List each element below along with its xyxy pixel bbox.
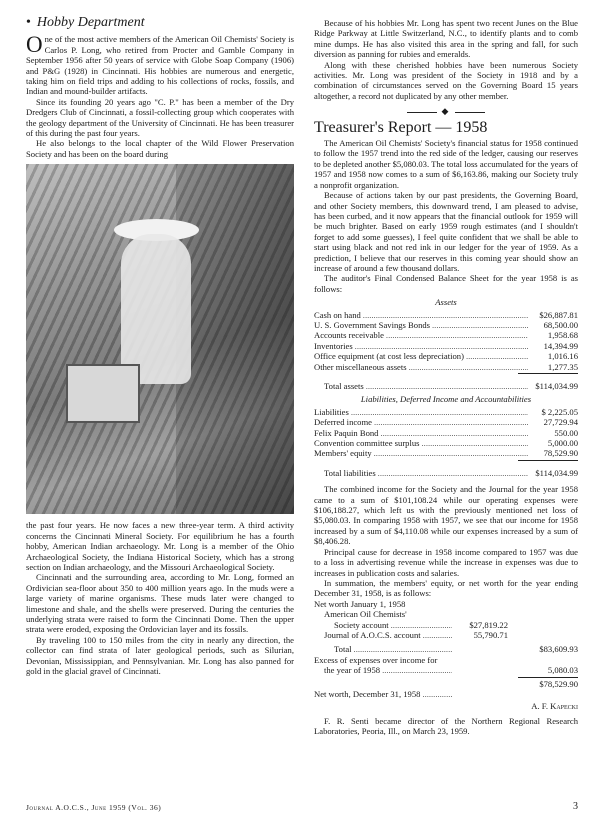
excess-row: the year of 1958 ..... 5,080.03: [314, 665, 578, 675]
hobby-paragraph-6: Because of his hobbies Mr. Long has spent two recent Junes on the Blue Ridge Parkway at Little Switzerland, N.C., to identify plants and to comb mine dumps. He has also visited this area in the spring and fall, for such diversion as panning for rubies and emeralds.: [314, 18, 578, 60]
report-paragraph-6: In summation, the members' equity, or net worth for the year ending December 31, 1958, is as follows:: [314, 577, 578, 599]
liability-label: Deferred income: [314, 417, 372, 428]
asset-row: [314, 341, 578, 351]
hobby-paragraph-4: Cincinnati and the surrounding area, according to Mr. Long, formed an Ordivician sea-floor about 350 to 400 million years ago. In the muds were a large variety of marine organisms. These muds later were changed to limestone and shale, and the shells were preserved. During the centuries the underlying strata were raised to form the Cincinnati Dome. Then the upper strata were eroded, exposing the Ordovician layer and its fossils.: [26, 572, 294, 635]
liability-row: [314, 438, 578, 448]
liability-label: Convention committee surplus: [314, 438, 420, 449]
society-account-row: Society account ..... $27,819.22: [314, 620, 578, 630]
hobby-department-heading: • Hobby Department: [26, 15, 145, 30]
report-paragraph-4: The combined income for the Society and the Journal for the year 1958 came to a sum of $101,108.24 while our operating expenses were $106,188.27, which left us with the previously mentioned net loss of $5,080.03. In comparing 1958 with 1957, we see that our income for 1958 increased by a sum of $4,110.08 while our expenses increased by a sum of $8,406.28.: [314, 484, 578, 547]
report-paragraph-2: Because of actions taken by our past presidents, the Governing Board, and other Society members, this downward trend, I am pleased to advise, has been curbed, and it now appears that the financial outlook for 1959 will be much brighter. Based on early 1959 rough estimates (and I shouldn't forget to add some guesses), I feel quite confident that we shall be able to start using black and not red ink in our ledger for the year of 1959. As a prediction, I believe that our reserves in this coming year should show an increase of around a few thousand dollars.: [314, 190, 578, 273]
asset-row: [314, 362, 578, 372]
asset-row: [314, 351, 578, 361]
liability-value: 550.00: [554, 427, 578, 438]
net-worth-rule: [518, 677, 578, 678]
bullet-icon: •: [26, 15, 31, 30]
hobby-paragraph-2: Since its founding 20 years ago "C. P." has been a member of the Dry Dredgers Club of Cincinnati, a fossil-collecting group which cooperates with the geology department of the University of Cincinnati. He has been treasurer of this during the past four years.: [26, 96, 294, 139]
asset-value: 1,958.68: [547, 330, 578, 341]
liability-row: [314, 417, 578, 427]
asset-value: $26,887.81: [539, 309, 578, 320]
total-liabilities-row: Total liabilities ..... $114,034.99: [314, 468, 578, 478]
liability-value: 27,729.94: [543, 417, 578, 428]
net-worth-jan-label: Net worth January 1, 1958: [314, 598, 406, 609]
hobby-paragraph-1: One of the most active members of the American Oil Chemists' Society is Carlos P. Long, who retired from Procter and Gamble Company in September 1956 after 50 years of service with Globe Soap Company (1906) and P&G (1928) in Cincinnati. His hobbies are numerous and energetic, taking him on field trips and adding to his collections of rocks, fossils, and Indian and mound-builder artifacts.: [26, 32, 294, 97]
page-number: 3: [573, 801, 578, 812]
treasurer-signature: A. F. Kapecki: [531, 701, 578, 712]
asset-label: Other miscellaneous assets: [314, 361, 407, 372]
report-paragraph-3: The auditor's Final Condensed Balance Sheet for the year 1958 is as follows:: [314, 273, 578, 294]
asset-value: 1,016.16: [547, 351, 578, 362]
liability-value: $ 2,225.05: [541, 406, 578, 417]
net-worth-total-row: Total ..... $83,609.93: [314, 644, 578, 654]
net-worth-table: [314, 599, 578, 700]
report-paragraph-1: The American Oil Chemists' Society's financial status for 1958 continued to follow the 1957 trend into the red side of the ledger, causing our reserves to be depleted another $5,080.03. The total loss accumulated for the years of 1957 and 1958 now comes to a sum of $6,163.86, making our Society truly a nonprofit organization.: [314, 138, 578, 190]
asset-label: Accounts receivable: [314, 330, 384, 341]
left-column: [26, 15, 294, 676]
asset-label: Inventories: [314, 340, 353, 351]
liability-row: [314, 428, 578, 438]
treasurers-report-title: Treasurer's Report — 1958: [314, 118, 488, 136]
asset-label: Cash on hand: [314, 309, 361, 320]
asset-value: 68,500.00: [543, 319, 578, 330]
asset-value: 14,394.99: [543, 340, 578, 351]
report-paragraph-5: Principal cause for decrease in 1958 income compared to 1957 was due to a loss in advertising revenue while the increase in expenses was due to increases in publication costs and salaries.: [314, 546, 578, 578]
journal-account-row: Journal of A.O.C.S. account ..... 55,790.71: [314, 630, 578, 640]
liability-value: 78,529.90: [543, 448, 578, 459]
net-worth-dec-row: Net worth, December 31, 1958 .....: [314, 689, 578, 699]
hobby-paragraph-7: Along with these cherished hobbies have been numerous Society activities. Mr. Long was president of the Society in 1918 and by a combination of circumstances served on the Governing Board 15 years altogether, a record not duplicated by any other member.: [314, 59, 578, 101]
aocs-label: American Oil Chemists': [324, 609, 407, 620]
photo-carlos-long-field-trip: [26, 164, 294, 514]
hobby-paragraph-5: By traveling 100 to 150 miles from the city in nearly any direction, the collector can find strata of later geological periods, such as Silurian, Devonian, Mississippian, and Pennsylvanian. Mr. Long has also panned for gold in the glacial gravel of Cincinnati.: [26, 634, 294, 676]
right-column: [314, 18, 578, 737]
hobby-paragraph-3b: the past four years. He now faces a new three-year term. A third activity concerns the Cincinnati Mineral Society. For equilibrium he has a fourth hobby, American Indian archaeology. Mr. Long is a member of the Ohio Archaeological Society, the Indiana Historical Society, which has a strong section on Indian archaeology, and the Missouri Archaeological Society.: [26, 520, 294, 572]
liabilities-list: [314, 407, 578, 459]
liability-label: Liabilities: [314, 406, 349, 417]
assets-heading: Assets: [435, 297, 457, 308]
asset-row: [314, 320, 578, 330]
hobby-paragraph-3a: He also belongs to the local chapter of the Wild Flower Preservation Society and has been on the board during: [26, 138, 294, 159]
asset-value: 1,277.35: [547, 361, 578, 372]
asset-row: [314, 330, 578, 340]
liabilities-rule: [518, 460, 578, 461]
excess-label-line: Excess of expenses over income for: [314, 654, 438, 665]
liability-value: 5,000.00: [547, 438, 578, 449]
liabilities-heading: Liabilities, Deferred Income and Accountabilities: [360, 394, 532, 405]
drop-cap: O: [26, 32, 43, 58]
liability-label: Felix Paquin Bond: [314, 427, 379, 438]
total-assets-row: Total assets ..... $114,034.99: [314, 381, 578, 391]
liability-row: [314, 407, 578, 417]
assets-list: [314, 310, 578, 372]
senti-note: F. R. Senti became director of the Northern Regional Research Laboratories, Peoria, Ill., on March 23, 1959.: [314, 715, 578, 737]
asset-label: Office equipment (at cost less depreciation): [314, 351, 464, 362]
assets-rule: [518, 373, 578, 374]
net-worth-final-value-row: $78,529.90: [539, 678, 578, 689]
asset-row: [314, 310, 578, 320]
asset-label: U. S. Government Savings Bonds: [314, 319, 431, 330]
liability-row: [314, 448, 578, 458]
section-divider: ◆: [314, 106, 578, 116]
journal-citation: Journal A.O.C.S., June 1959 (Vol. 36): [26, 803, 162, 812]
liability-label: Members' equity: [314, 448, 372, 459]
page-footer: [26, 803, 578, 812]
